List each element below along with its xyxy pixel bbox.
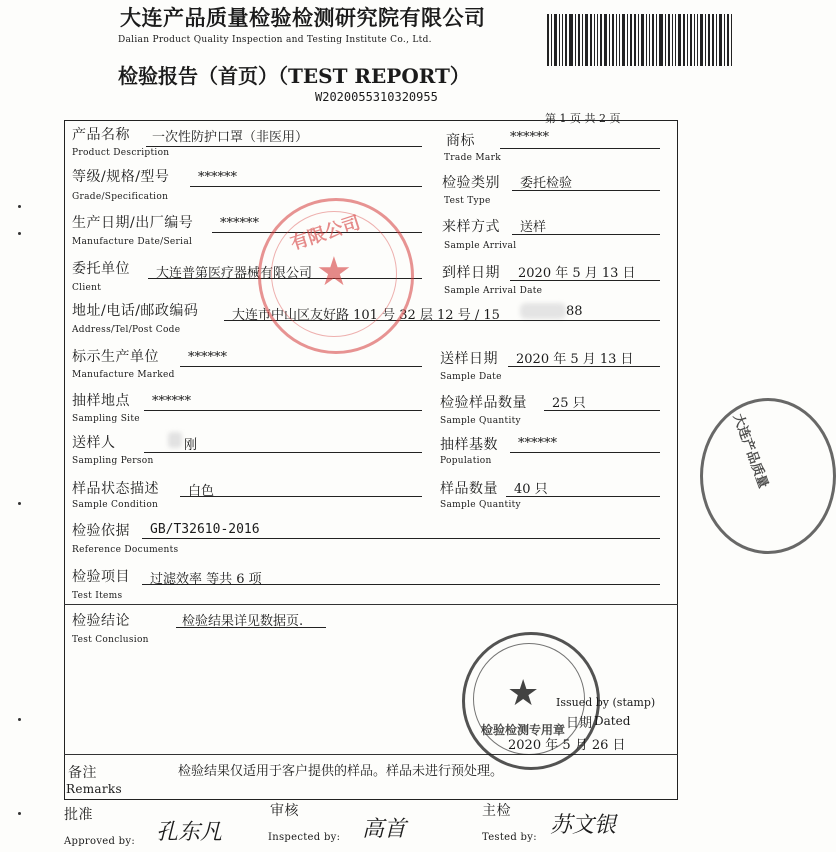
person-label: 送样人 xyxy=(72,435,116,451)
address-label-en: Address/Tel/Post Code xyxy=(72,325,181,335)
product-label: 产品名称 xyxy=(72,127,130,143)
test-type-label-en: Test Type xyxy=(444,196,491,206)
arrival-date-label-en: Sample Arrival Date xyxy=(444,286,543,296)
reference-value: GB/T32610-2016 xyxy=(150,522,260,537)
qty-label: 检验样品数量 xyxy=(440,395,527,411)
partial-seal-icon: 大连产品质量 xyxy=(700,398,836,554)
mfg-label: 生产日期/出厂编号 xyxy=(72,215,194,231)
approved-signature: 孔东凡 xyxy=(156,820,223,845)
inspected-label-en: Inspected by: xyxy=(268,832,341,843)
marked-mfr-label-en: Manufacture Marked xyxy=(72,370,175,380)
underline xyxy=(176,627,326,628)
address-phone-tail: 88 xyxy=(566,304,583,319)
qty-label-en: Sample Quantity xyxy=(440,416,521,426)
arrival-label: 来样方式 xyxy=(442,219,500,235)
site-label: 抽样地点 xyxy=(72,393,130,409)
reference-label: 检验依据 xyxy=(72,523,130,539)
approved-label: 批准 xyxy=(64,807,93,823)
trademark-label: 商标 xyxy=(446,133,475,149)
population-value: ****** xyxy=(518,436,557,451)
scan-dot xyxy=(18,812,21,815)
inspected-signature: 高首 xyxy=(362,817,407,842)
sample-qty-label-en: Sample Quantity xyxy=(440,500,521,510)
scan-dot xyxy=(18,205,21,208)
grade-label: 等级/规格/型号 xyxy=(72,169,170,185)
reference-label-en: Reference Documents xyxy=(72,545,179,555)
date-label: 日期 xyxy=(566,716,593,731)
underline xyxy=(180,496,422,497)
underline xyxy=(142,584,660,585)
arrival-date-label: 到样日期 xyxy=(442,265,500,281)
grade-value: ****** xyxy=(198,170,237,185)
sample-date-value: 2020 年 5 月 13 日 xyxy=(516,352,634,367)
redaction-blur xyxy=(168,432,182,448)
scan-dot xyxy=(18,502,21,505)
barcode-icon xyxy=(547,14,743,66)
sample-date-label-en: Sample Date xyxy=(440,372,502,382)
items-label: 检验项目 xyxy=(72,569,130,585)
site-label-en: Sampling Site xyxy=(72,414,140,424)
remarks-label-en: Remarks xyxy=(66,782,122,796)
underline xyxy=(512,190,660,191)
underline xyxy=(506,496,660,497)
report-number: W2020055310320955 xyxy=(315,90,438,104)
arrival-date-value: 2020 年 5 月 13 日 xyxy=(518,266,636,281)
address-label: 地址/电话/邮政编码 xyxy=(72,303,199,319)
tested-signature: 苏文银 xyxy=(550,813,617,838)
scan-dot xyxy=(18,232,21,235)
population-label-en: Population xyxy=(440,456,492,466)
person-label-en: Sampling Person xyxy=(72,456,154,466)
items-value: 过滤效率 等共 6 项 xyxy=(150,572,262,587)
arrival-value: 送样 xyxy=(520,220,547,235)
tested-label: 主检 xyxy=(482,803,511,819)
dated-en: Dated xyxy=(594,714,631,728)
items-label-en: Test Items xyxy=(72,591,123,601)
marked-mfr-value: ****** xyxy=(188,350,227,365)
underline xyxy=(510,280,660,281)
report-title: 检验报告（首页）（TEST REPORT） xyxy=(118,64,470,88)
address-value: 大连市中山区友好路 101 号 32 层 12 号 / 15 xyxy=(232,308,500,323)
conclusion-value: 检验结果详见数据页. xyxy=(182,614,304,629)
org-name-en: Dalian Product Quality Inspection and Testing Institute Co., Ltd. xyxy=(118,35,432,45)
sample-qty-label: 样品数量 xyxy=(440,481,498,497)
client-label: 委托单位 xyxy=(72,261,130,277)
sample-qty-value: 40 只 xyxy=(514,482,548,497)
issue-date: 2020 年 5 月 26 日 xyxy=(508,738,626,753)
conclusion-label: 检验结论 xyxy=(72,613,130,629)
grade-label-en: Grade/Specification xyxy=(72,192,169,202)
company-seal-icon: 有限公司 ★ xyxy=(258,198,414,354)
mfg-label-en: Manufacture Date/Serial xyxy=(72,237,193,247)
underline xyxy=(544,410,660,411)
underline xyxy=(142,538,660,539)
sample-date-label: 送样日期 xyxy=(440,351,498,367)
underline xyxy=(190,186,422,187)
trademark-value: ****** xyxy=(510,130,549,145)
underline xyxy=(508,366,660,367)
tested-label-en: Tested by: xyxy=(482,832,537,843)
underline xyxy=(510,452,660,453)
client-value: 大连普第医疗器械有限公司 xyxy=(156,266,313,281)
underline xyxy=(500,148,660,149)
product-label-en: Product Description xyxy=(72,148,170,158)
underline xyxy=(144,452,422,453)
site-value: ****** xyxy=(152,394,191,409)
mfg-value: ****** xyxy=(220,216,259,231)
approved-label-en: Approved by: xyxy=(64,836,135,847)
population-label: 抽样基数 xyxy=(440,437,498,453)
section-divider xyxy=(64,604,678,605)
underline xyxy=(146,146,422,147)
underline xyxy=(144,410,422,411)
scan-dot xyxy=(18,718,21,721)
trademark-label-en: Trade Mark xyxy=(444,153,501,163)
condition-label-en: Sample Condition xyxy=(72,500,159,510)
remarks-value: 检验结果仅适用于客户提供的样品。样品未进行预处理。 xyxy=(178,764,504,779)
org-name-cn: 大连产品质量检验检测研究院有限公司 xyxy=(120,5,486,30)
condition-value: 白色 xyxy=(188,484,215,499)
person-value: 刚 xyxy=(184,438,198,453)
inspection-seal-icon: ★ 检验检测专用章 xyxy=(462,632,600,770)
arrival-label-en: Sample Arrival xyxy=(444,241,517,251)
issued-en: Issued by (stamp) xyxy=(556,696,656,709)
remarks-label: 备注 xyxy=(68,765,97,781)
qty-value: 25 只 xyxy=(552,396,586,411)
test-type-label: 检验类别 xyxy=(442,175,500,191)
underline xyxy=(512,234,660,235)
condition-label: 样品状态描述 xyxy=(72,481,159,497)
inspected-label: 审核 xyxy=(270,803,299,819)
page-indicator: 第 1 页 共 2 页 xyxy=(545,112,621,125)
underline xyxy=(180,366,422,367)
product-value: 一次性防护口罩（非医用） xyxy=(152,130,309,145)
conclusion-label-en: Test Conclusion xyxy=(72,635,149,645)
marked-mfr-label: 标示生产单位 xyxy=(72,349,159,365)
test-type-value: 委托检验 xyxy=(520,176,573,191)
client-label-en: Client xyxy=(72,283,102,293)
section-divider xyxy=(64,754,678,755)
redaction-blur xyxy=(520,303,566,319)
